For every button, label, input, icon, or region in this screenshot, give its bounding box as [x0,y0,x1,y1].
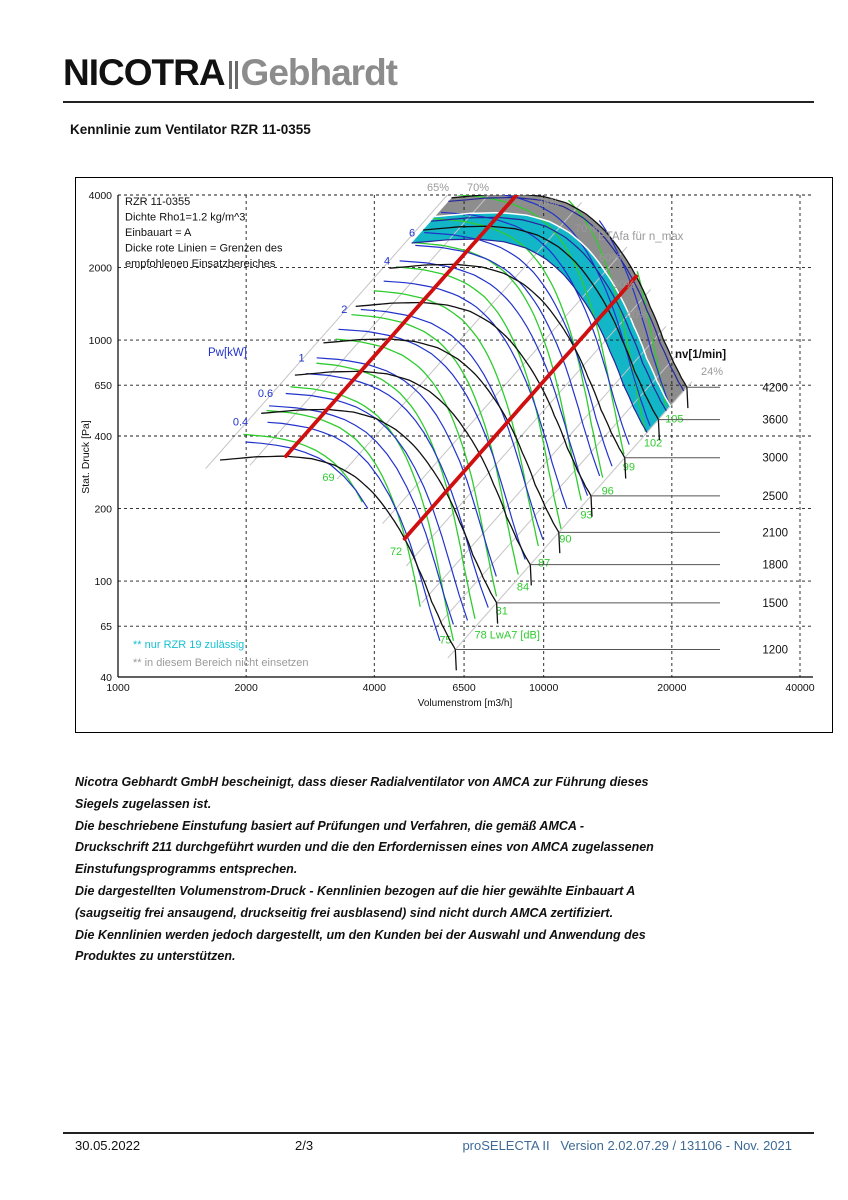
y-tick-label: 40 [100,672,112,684]
legend-line: Einbauart = A [125,227,192,239]
noise-level-label: 69 [322,472,335,485]
x-tick-label: 1000 [106,682,130,694]
y-axis-title: Stat. Druck [Pa] [80,420,92,494]
noise-level-label: 102 [643,437,663,450]
noise-level-label: 99 [622,461,636,474]
rpm-label: 2500 [762,490,788,503]
footer-page-number: 2/3 [295,1138,314,1153]
y-tick-label: 100 [94,576,112,589]
noise-level-label: 84 [516,581,530,594]
power-axis-title: Pw[kW] [208,347,247,359]
brand-logo-gebhardt: Gebhardt [240,52,398,93]
rpm-label: 3000 [762,452,788,465]
x-tick-label: 10000 [529,682,559,694]
efficiency-title: ETAfa für n_max [598,231,684,243]
rpm-label: 3600 [762,414,788,427]
y-tick-label: 4000 [88,190,112,202]
noise-level-label: 72 [389,546,403,559]
certification-text-line: Die Kennlinien werden jedoch dargestellt, um den Kunden bei der Auswahl und Anwendung des [75,927,646,942]
rpm-label: 2100 [762,527,788,540]
chart-note: ** in diesem Bereich nicht einsetzen [133,657,309,669]
certification-text-line: Die dargestellten Volumenstrom-Druck - Kennlinien bezogen auf die hier gewählte Einbauart A [75,883,636,898]
legend-line: Dichte Rho1=1.2 kg/m^3 [125,211,246,224]
noise-level-label: 78 LwA7 [dB] [474,629,540,642]
legend-line: empfohlenen Einsatzbereiches [125,258,276,270]
efficiency-label: 76% [537,197,560,209]
footer-app-name: proSELECTA II [462,1138,550,1153]
certification-text-line: Nicotra Gebhardt GmbH bescheinigt, dass dieser Radialventilator von AMCA zur Führung dieses [75,775,649,789]
legend-line: Dicke rote Linien = Grenzen des [125,242,283,255]
footer-app-version [462,1138,792,1153]
certification-text-line: Die beschriebene Einstufung basiert auf Prüfungen und Verfahren, die gemäß AMCA - [75,818,585,833]
noise-level-label: 96 [601,485,614,498]
fan-curve-chart [75,177,833,733]
y-tick-label: 65 [100,621,112,634]
noise-level-label: 105 [665,413,684,426]
y-tick-label: 1000 [88,335,112,348]
x-tick-label: 4000 [362,682,386,694]
y-tick-label: 200 [94,503,112,516]
y-tick-label: 2000 [88,262,112,275]
efficiency-label: 40% [626,309,649,321]
efficiency-label: 70% [575,223,598,235]
certification-text-line: (saugseitig frei ansaugend, druckseitig frei ausblasend) sind nicht durch AMCA zertifiziert. [75,905,614,920]
noise-level-label: 87 [538,557,551,570]
certification-text-line: Druckschrift 211 durchgeführt wurden und die den Erfordernissen eines von AMCA zugelassenen [75,840,654,855]
noise-level-label: 81 [495,605,508,618]
noise-level-label: 75 [439,634,452,647]
rpm-label: 1500 [762,597,788,610]
x-tick-label: 20000 [657,682,687,694]
footer-date: 30.05.2022 [75,1138,141,1153]
header-rule [63,101,814,103]
rpm-axis-title: nv[1/min] [675,349,727,361]
x-tick-label: 6500 [452,682,476,694]
efficiency-label: 50% [613,279,636,291]
rpm-label: 1200 [762,644,788,657]
rpm-label: 1800 [762,559,788,572]
noise-level-label: 90 [559,533,572,546]
brand-logo [63,52,397,94]
noise-level-label: 93 [580,509,593,522]
certification-text [75,772,675,968]
power-level-label: 0.4 [232,416,249,429]
power-level-label: 4 [383,255,391,268]
certification-text-line: Siegels zugelassen ist. [75,796,212,811]
certification-text-line: Produktes zu unterstützen. [75,949,236,964]
efficiency-label: 70% [467,182,490,194]
footer-version: Version 2.02.07.29 / 131106 - Nov. 2021 [560,1138,792,1153]
x-tick-label: 40000 [785,682,815,694]
power-level-label: 6 [408,227,416,240]
y-tick-label: 650 [94,380,112,393]
footer-rule [63,1132,814,1134]
rpm-label: 4200 [762,382,788,395]
x-tick-label: 2000 [234,682,258,694]
efficiency-label: 65% [427,182,450,194]
power-level-label: 1 [298,352,305,365]
efficiency-label: 24% [701,366,724,378]
brand-logo-divider [229,61,238,89]
power-level-label: 0.6 [257,387,274,400]
legend-line: RZR 11-0355 [125,196,191,208]
chart-note: ** nur RZR 19 zulässig [133,639,245,651]
efficiency-label: 60% [599,252,622,264]
brand-logo-nicotra: NICOTRA [63,52,225,93]
power-level-label: 2 [341,303,348,316]
certification-text-line: Einstufungsprogramms entsprechen. [75,862,298,877]
y-tick-label: 400 [94,431,112,443]
page-title: Kennlinie zum Ventilator RZR 11-0355 [70,122,311,137]
x-axis-title: Volumenstrom [m3/h] [417,698,513,709]
